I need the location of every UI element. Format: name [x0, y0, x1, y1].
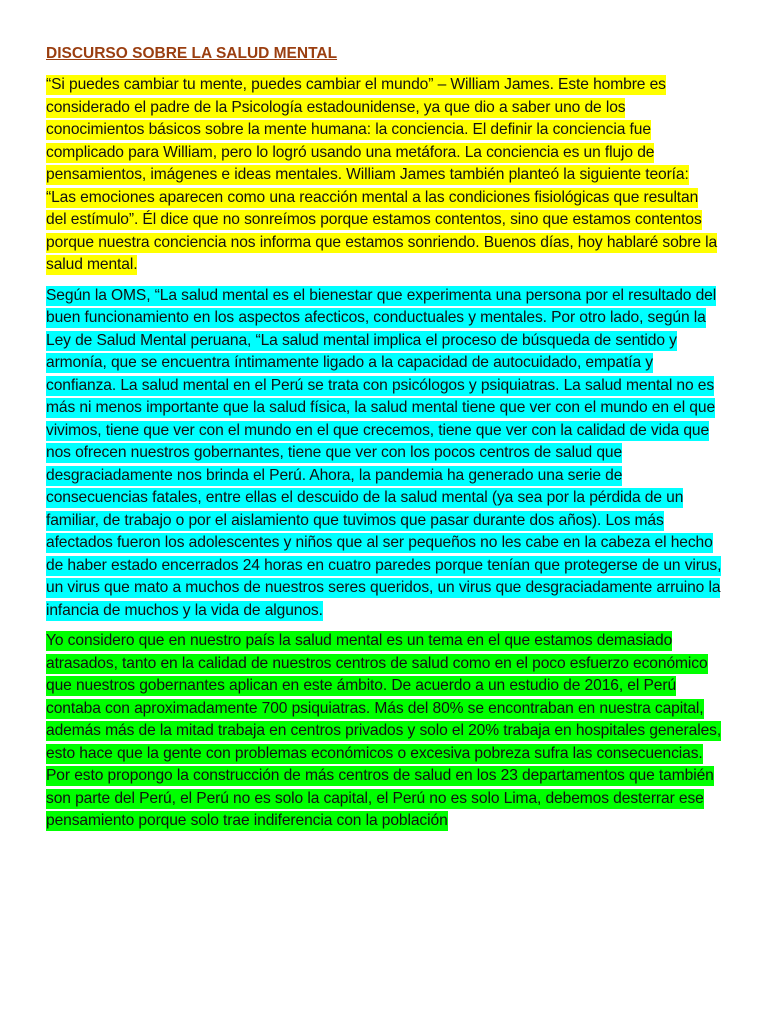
- document-body: [46, 44, 722, 841]
- highlighted-text-cyan: Según la OMS, “La salud mental es el bienestar que experimenta una persona por el resultado del buen funcionamiento en los aspectos afecticos, conductuales y mentales. Por otro lado, según la Ley de Salud Mental peruana, “La salud mental implica el proceso de búsqueda de sentido y armonía, que se encuentra íntimamente ligado a la capacidad de autocuidado, empatía y confianza. La salud mental en el Perú se trata con psicólogos y psiquiatras. La salud mental no es más ni menos importante que la salud física, la salud mental tiene que ver con el mundo en el que vivimos, tiene que ver con el mundo en el que crecemos, tiene que ver con la calidad de vida que nos ofrecen nuestros gobernantes, tiene que ver con los pocos centros de salud que desgraciadamente nos brinda el Perú. Ahora, la pandemia ha generado una serie de consecuencias fatales, entre ellas el descuido de la salud mental (ya sea por la pérdida de un familiar, de trabajo o por el aislamiento que tuvimos que pasar durante dos años). Los más afectados fueron los adolescentes y niños que al ser pequeños no les cabe en la cabeza el hecho de haber estado encerrados 24 horas en cuatro paredes porque tenían que protegerse de un virus, un virus que mato a muchos de nuestros seres queridos, un virus que desgraciadamente arruino la infancia de muchos y la vida de algunos.: [46, 286, 722, 619]
- paragraph-proposal: [46, 630, 722, 833]
- highlighted-text-green: Yo considero que en nuestro país la salud mental es un tema en el que estamos demasiado atrasados, tanto en la calidad de nuestros centros de salud como en el poco esfuerzo económico que nuestros gobernantes aplican en este ámbito. De acuerdo a un estudio de 2016, el Perú contaba con aproximadamente 700 psiquiatras. Más del 80% se encontraban en nuestra capital, además más de la mitad trabaja en centros privados y solo el 20% trabaja en hospitales generales, esto hace que la gente con problemas económicos o excesiva pobreza sufra las consecuencias. Por esto propongo la construcción de más centros de salud en los 23 departamentos que también son parte del Perú, el Perú no es solo la capital, el Perú no es solo Lima, debemos desterrar ese pensamiento porque solo trae indiferencia con la población: [46, 632, 722, 829]
- highlighted-text-yellow: “Si puedes cambiar tu mente, puedes cambiar el mundo” – William James. Este hombre es considerado el padre de la Psicología estadounidense, ya que dio a saber uno de los conocimientos básicos sobre la mente humana: la conciencia. El definir la conciencia fue complicado para William, pero lo logró usando una metáfora. La conciencia es un flujo de pensamientos, imágenes e ideas mentales. William James también planteó la siguiente teoría: “Las emociones aparecen como una reacción mental a las condiciones fisiológicas que resultan del estímulo”. Él dice que no sonreímos porque estamos contentos, sino que estamos contentos porque nuestra conciencia nos informa que estamos sonriendo. Buenos días, hoy hablaré sobre la salud mental.: [46, 76, 718, 273]
- paragraph-intro: [46, 74, 722, 277]
- paragraph-definition: [46, 285, 722, 623]
- document-title: DISCURSO SOBRE LA SALUD MENTAL: [46, 45, 338, 62]
